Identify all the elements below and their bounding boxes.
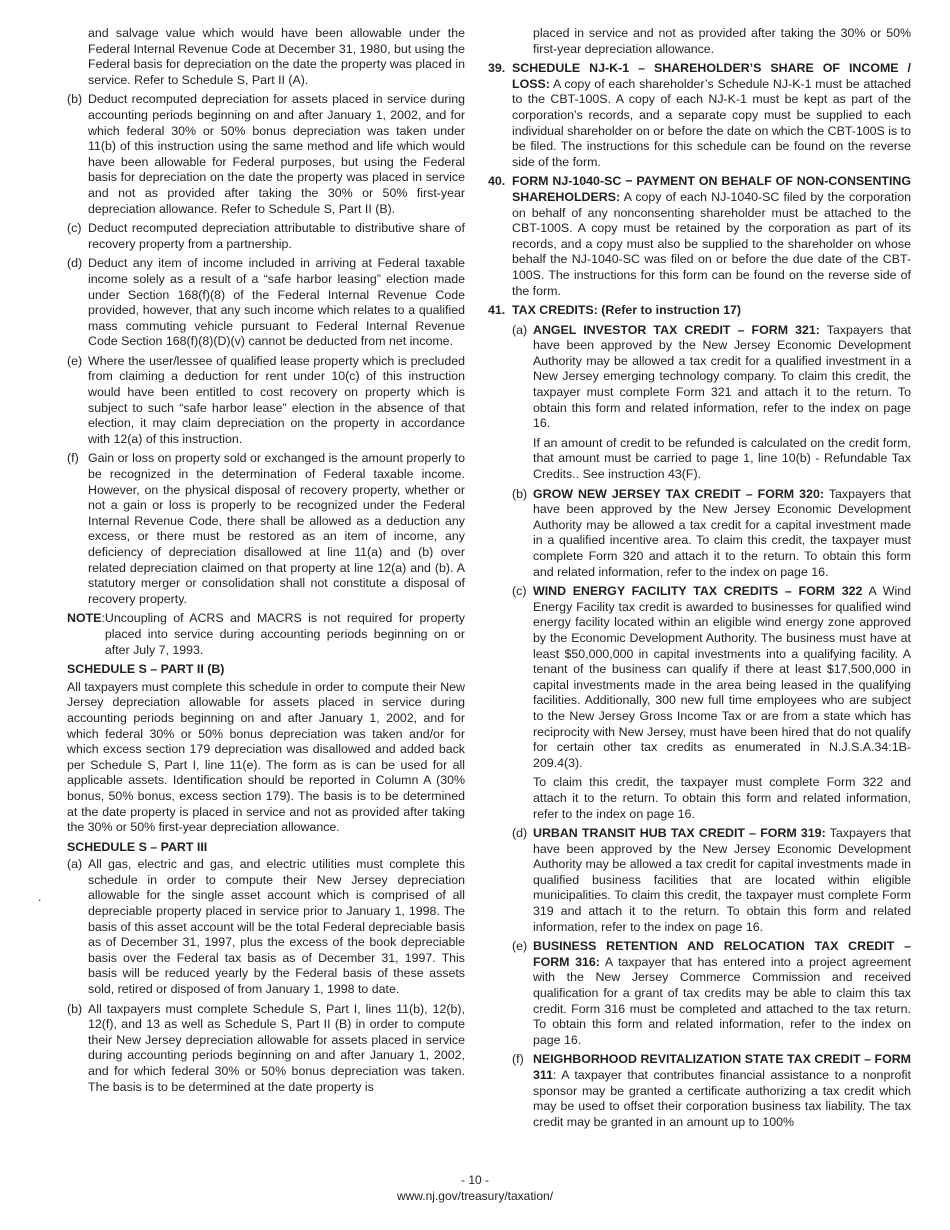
credit-item (512, 1052, 911, 1130)
item-text: Deduct recomputed depreciation attributable to distributive share of recovery property from a partnership. (88, 221, 465, 251)
credit-item (512, 487, 911, 581)
stray-dot: . (38, 890, 42, 904)
credit-text: A Wind Energy Facility tax credit is awarded to businesses for qualified wind energy facility located within an eligible wind energy zone approved by the Economic Development Authority. The business must have at least $50,000,000 in capital investments into a qualifying facility. A tenant of the business can qualify if there at least $17,500,000 in capital investments made in the area being leased in the qualifying facilities. Additionally, 300 new full time employees who are subject to the New Jersey Gross Income Tax or are from a state which has reciprocity with New Jersey, must have been hired that do not qualify for certain other tax credits as enumerated in N.J.S.A.34:1B-209.4(3). (533, 584, 911, 770)
item-text: Deduct any item of income included in arriving at Federal taxable income solely as a result of a “safe harbor leasing” election made under Section 168(f)(8) of the Federal Internal Revenue Code provided, however, that any such income which relates to a qualified mass commuting vehicle pursuant to Federal Internal Revenue Code Section 168(f)(8)(D)(v) cannot be deducted from net income. (88, 256, 465, 349)
item-label: (b) (512, 486, 528, 501)
page-number: - 10 - (460, 1173, 489, 1187)
credit-text: Taxpayers that have been approved by the New Jersey Economic Development Authority may be allowed a tax credit for capital investments made in qualified business facilities that are located within eligible municipalities. To claim this credit, the taxpayer must complete Form 319 and attach it to the return. To obtain this form and related information, refer to the index on page 16. (533, 826, 911, 934)
item-text: Where the user/lessee of qualified lease property which is precluded from claiming a deduction for rent under 10(c) of this instruction would have been entitled to cost recovery on property which is subject to such “safe harbor lease” election in the absence of that election, it may claim depreciation on the property in accordance with 12(a) of this instruction. (88, 353, 465, 446)
item-label: (a) (512, 322, 528, 337)
item-text: All taxpayers must complete Schedule S, Part I, lines 11(b), 12(b), 12(f), and 13 as well as Schedule S, Part II (B) in order to compute their New Jersey depreciation allowable for assets placed in service during accounting periods beginning on and after January 1, 2002, and for which federal 30% or 50% bonus depreciation was taken. The basis is to be determined at the date property is (88, 1001, 465, 1094)
left-column (67, 26, 465, 1099)
list-item (67, 857, 465, 997)
item-label: (f) (512, 1052, 524, 1067)
credit-text: : A taxpayer that contributes financial assistance to a nonprofit sponsor may be granted a certificate authorizing a tax credit which may be used to offset their corporation business tax liability. The tax credit may be granted in an amount up to 100% (533, 1068, 911, 1129)
item-number: 40. (488, 174, 506, 189)
list-item (67, 92, 465, 217)
note-text: Uncoupling of ACRS and MACRS is not required for property placed into service during accounting periods beginning on or after July 7, 1993. (104, 611, 465, 657)
item-label: (d) (512, 826, 528, 841)
section-heading: SCHEDULE S – PART III (67, 839, 208, 854)
credit-item (512, 826, 911, 935)
item-label: (f) (67, 451, 79, 466)
numbered-item (488, 174, 911, 299)
credit-item (512, 323, 911, 432)
item-title: FORM NJ-1040-SC − PAYMENT ON BEHALF OF NON-CONSENTING SHAREHOLDERS: (512, 174, 911, 204)
footer-url[interactable]: www.nj.gov/treasury/taxation/ (396, 1189, 554, 1203)
credit-title: WIND ENERGY FACILITY TAX CREDITS – FORM 322 (533, 584, 863, 599)
credit-title: ANGEL INVESTOR TAX CREDIT – FORM 321: (533, 322, 820, 337)
item-label: (c) (67, 221, 82, 236)
note-label: NOTE (67, 611, 102, 626)
item-label: (b) (67, 92, 83, 107)
item-text: A copy of each shareholder’s Schedule NJ-K-1 must be attached to the CBT-100S. A copy of each NJ-K-1 must be kept as part of the corporation’s records, and a separate copy must be supplied to each individual shareholder on or before the date on which the CBT-100S is to be filed. The instructions for this schedule can be found on the reverse side of the form. (512, 76, 911, 169)
right-column (488, 26, 911, 1130)
item-label: (b) (67, 1001, 83, 1016)
credit-item (512, 939, 911, 1048)
continued-paragraph: and salvage value which would have been allowable under the Federal Internal Revenue Code at December 31, 1980, but using the Federal basis for depreciation on the date the property was placed in service. Refer to Schedule S, Part II (A). (88, 26, 465, 87)
item-label: (d) (67, 256, 83, 271)
credit-extra: If an amount of credit to be refunded is calculated on the credit form, that amount must be carried to page 1, line 10(b) - Refundable Tax Credits.. See instruction 43(F). (533, 435, 911, 482)
section-heading: SCHEDULE S – PART II (B) (67, 662, 225, 677)
note: NOTE : Uncoupling of ACRS and MACRS is not required for property placed into service during accounting periods beginning on or after July 7, 1993. (67, 611, 465, 657)
item-text: A copy of each NJ-1040-SC filed by the corporation on behalf of any nonconsenting shareholder must be attached to the CBT-100S. A copy must be retained by the corporation as part of its records, and a copy must also be supplied to the shareholder on whose behalf the NJ-1040-SC was filed on or before the due date of the CBT-100S. The instructions for this form can be found on the reverse side of the form. (512, 189, 911, 298)
item-text: Gain or loss on property sold or exchanged is the amount properly to be recognized in the determination of Federal taxable income. However, on the physical disposal of recovery property, whether or not a gain or loss is properly to be recognized under the Federal Internal Revenue Code, there shall be allowed as a deduction any excess, or there must be restored as an item of income, any deficiency of depreciation disallowed at line 11(a) and (b) over related depreciation claimed on that property at line 12(a) and (b). A statutory merger or consolidation shall not constitute a disposal of recovery property. (88, 451, 465, 606)
credit-title: BUSINESS RETENTION AND RELOCATION TAX CREDIT – FORM 316: (533, 939, 911, 969)
credit-title: NEIGHBORHOOD REVITALIZATION STATE TAX CREDIT – FORM 311 (533, 1052, 911, 1082)
item-label: (a) (67, 857, 83, 872)
credit-title: GROW NEW JERSEY TAX CREDIT – FORM 320: (533, 486, 824, 501)
section-paragraph: All taxpayers must complete this schedule in order to compute their New Jersey depreciation allowable for assets placed in service during accounting periods beginning on and after January 1, 2002, and for which federal 30% or 50% bonus depreciation was taken and/or for which excess section 179 depreciation was disallowed and added back per Schedule S, Part I, line 11(e). The form as is can be used for all applicable assets. Identification should be reported in Column A (30% bonus, 50% bonus, excess section 179). The basis is to be determined at the date property is placed in service and not as provided after taking the 30% or 50% first-year depreciation allowance. (67, 679, 465, 835)
credit-item (512, 584, 911, 771)
list-item (67, 256, 465, 350)
item-number: 41. (488, 303, 506, 318)
credit-text: Taxpayers that have been approved by the New Jersey Economic Development Authority may be allowed a tax credit for a capital investment made in a qualified incentive area. To claim this credit, the taxpayer must complete Form 320 and attach it to the return. To obtain this form and related information, refer to the index on page 16. (533, 486, 911, 579)
item-text: All gas, electric and gas, and electric utilities must complete this schedule in order to compute their New Jersey depreciation allowable for the single asset account which is comprised of all depreciable property placed in service prior to January 1, 1998. The basis of this asset account will be the total Federal depreciable basis as of December 31, 1997, plus the excess of the book depreciable basis over the Federal tax basis as of December 31, 1997. This basis will be reduced yearly by the Federal basis of these assets sold, retired or disposed of from January 1, 1998 to date. (88, 857, 465, 997)
continued-paragraph: placed in service and not as provided after taking the 30% or 50% first-year depreciation allowance. (533, 26, 911, 56)
credits-list (512, 323, 911, 1131)
numbered-item (488, 303, 911, 319)
credit-text: Taxpayers that have been approved by the New Jersey Economic Development Authority may be allowed a tax credit for a qualified investment in a New Jersey emerging technology company. To claim this credit, the taxpayer must complete Form 321 and attach it to the return. To obtain this form and related information, refer to the index on page 16. (533, 322, 911, 431)
list-item (67, 451, 465, 607)
item-title: SCHEDULE NJ-K-1 – SHAREHOLDER’S SHARE OF INCOME / LOSS: (512, 61, 911, 91)
list-item (67, 354, 465, 448)
item-number: 39. (488, 61, 506, 76)
item-label: (e) (512, 939, 528, 954)
item-text: Deduct recomputed depreciation for assets placed in service during accounting periods beginning on and after January 1, 2002, and for which federal 30% or 50% bonus depreciation was taken under 11(b) of this instruction using the same method and life which would have been allowable for Federal purposes, but using the Federal basis for depreciation on the date the property was placed in service and not as provided after taking the 30% or 50% first-year depreciation allowance. Refer to Schedule S, Part II (B). (88, 92, 465, 216)
item-label: (e) (67, 353, 83, 368)
list-item (67, 1002, 465, 1096)
credit-extra: To claim this credit, the taxpayer must complete Form 322 and attach it to the return. To obtain this form and related information, refer to the index on page 16. (533, 775, 911, 821)
item-label: (c) (512, 584, 527, 599)
item-title: TAX CREDITS: (Refer to instruction 17) (512, 303, 742, 318)
list-item (67, 221, 465, 252)
credit-text: A taxpayer that has entered into a project agreement with the New Jersey Commerce Commission and received qualification for a grant of tax credits may be able to claim this tax credit. Form 316 must be completed and attached to the tax return. To obtain this form and related information, refer to the index on page 16. (533, 954, 912, 1047)
numbered-item (488, 61, 911, 170)
credit-title: URBAN TRANSIT HUB TAX CREDIT – FORM 319: (533, 826, 826, 841)
